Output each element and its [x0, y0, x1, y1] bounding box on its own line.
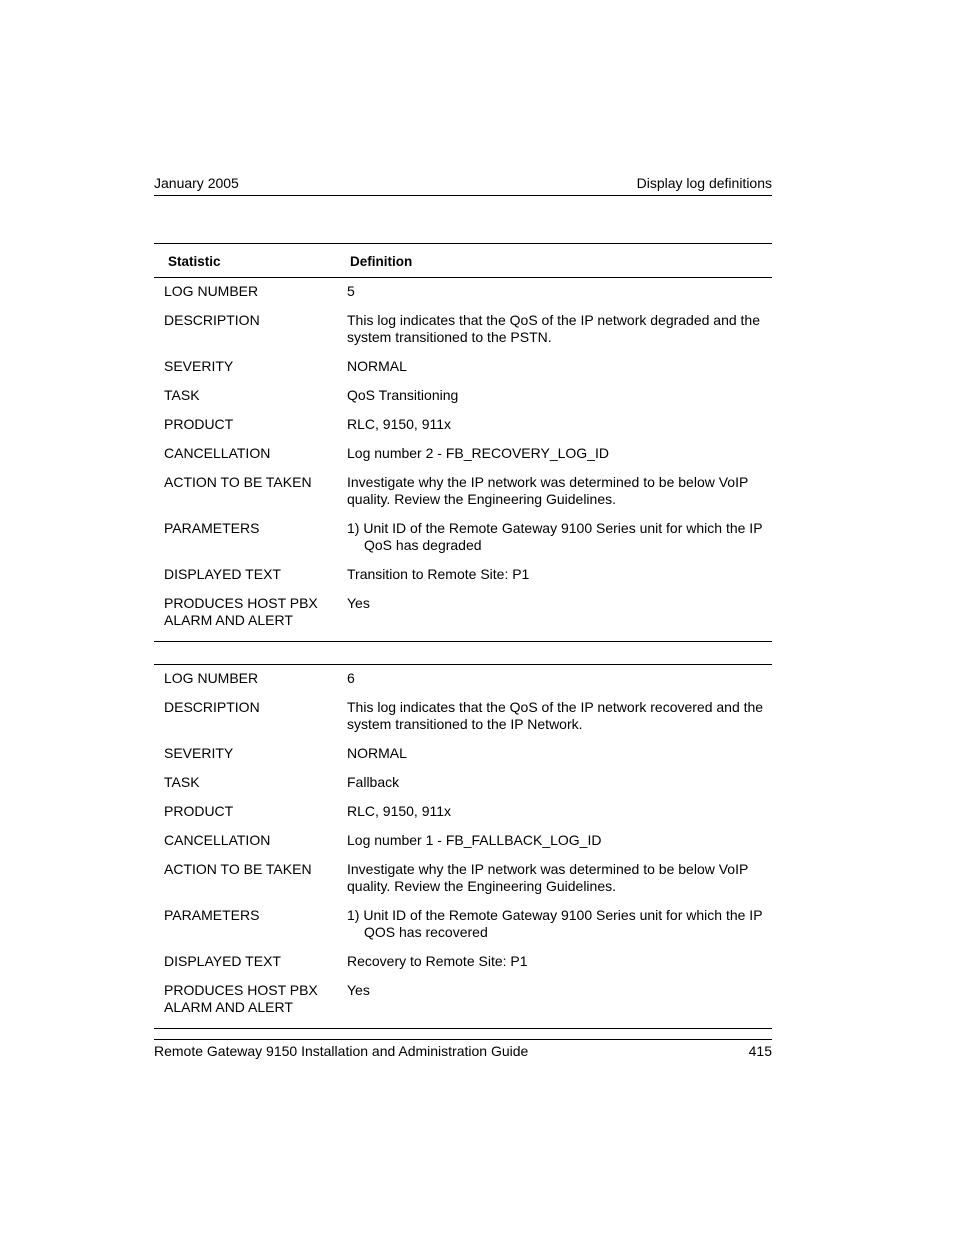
definition-cell: Fallback — [347, 774, 400, 790]
statistic-cell: PRODUCT — [164, 803, 234, 819]
statistic-cell: CANCELLATION — [164, 445, 271, 461]
statistic-cell: SEVERITY — [164, 358, 234, 374]
log-6-rows — [154, 665, 772, 1028]
table-row — [154, 566, 772, 595]
footer-document-title: Remote Gateway 9150 Installation and Administration Guide — [154, 1043, 529, 1059]
table-row — [154, 595, 772, 641]
definition-cell: RLC, 9150, 911x — [347, 803, 452, 819]
statistic-cell: TASK — [164, 774, 200, 790]
table-row — [154, 312, 772, 358]
table-row — [154, 445, 772, 474]
log-5-rows — [154, 278, 772, 641]
statistic-cell: CANCELLATION — [164, 832, 271, 848]
column-header-definition: Definition — [350, 254, 413, 269]
header-section-title: Display log definitions — [636, 175, 772, 191]
definition-cell: RLC, 9150, 911x — [347, 416, 452, 432]
page-header — [154, 175, 772, 196]
definition-cell: Log number 1 - FB_FALLBACK_LOG_ID — [347, 832, 602, 848]
statistic-cell: DESCRIPTION — [164, 312, 260, 328]
table-row — [154, 803, 772, 832]
log-6-table — [154, 664, 772, 1029]
table-row — [154, 774, 772, 803]
page-footer — [154, 1039, 772, 1060]
definition-cell: 5 — [347, 283, 355, 299]
statistic-cell: DESCRIPTION — [164, 699, 260, 715]
table-row — [154, 474, 772, 520]
table-row — [154, 982, 772, 1028]
statistic-cell: ACTION TO BE TAKEN — [164, 861, 312, 877]
page-number: 415 — [748, 1043, 772, 1059]
header-date: January 2005 — [154, 175, 239, 191]
statistic-cell: SEVERITY — [164, 745, 234, 761]
statistic-cell: ACTION TO BE TAKEN — [164, 474, 312, 490]
definition-cell: QoS Transitioning — [347, 387, 459, 403]
statistic-cell: PRODUCES HOST PBX ALARM AND ALERT — [164, 595, 318, 628]
statistic-cell: PARAMETERS — [164, 907, 260, 923]
statistic-cell: PRODUCT — [164, 416, 234, 432]
table-row — [154, 699, 772, 745]
table-row — [154, 670, 772, 699]
statistic-cell: PARAMETERS — [164, 520, 260, 536]
table-row — [154, 358, 772, 387]
table-row — [154, 832, 772, 861]
definition-cell: 6 — [347, 670, 355, 686]
definition-cell: This log indicates that the QoS of the IP network recovered and the system transitioned to the IP Network. — [347, 699, 764, 732]
definition-cell: Yes — [347, 595, 370, 611]
statistic-cell: TASK — [164, 387, 200, 403]
table-row — [154, 861, 772, 907]
statistic-cell: DISPLAYED TEXT — [164, 566, 281, 582]
table-row — [154, 283, 772, 312]
definition-cell: Investigate why the IP network was determined to be below VoIP quality. Review the Engineering Guidelines. — [347, 861, 749, 894]
definition-cell: Investigate why the IP network was determined to be below VoIP quality. Review the Engineering Guidelines. — [347, 474, 749, 507]
definition-cell: 1) Unit ID of the Remote Gateway 9100 Series unit for which the IP QoS has degraded — [347, 520, 763, 553]
log-5-table — [154, 243, 772, 642]
definition-cell: Transition to Remote Site: P1 — [347, 566, 530, 582]
table-header-row — [154, 244, 772, 278]
statistic-cell: LOG NUMBER — [164, 670, 259, 686]
table-row — [154, 953, 772, 982]
statistic-cell: PRODUCES HOST PBX ALARM AND ALERT — [164, 982, 318, 1015]
table-row — [154, 387, 772, 416]
definition-cell: NORMAL — [347, 745, 407, 761]
definition-cell: Recovery to Remote Site: P1 — [347, 953, 528, 969]
definition-cell: 1) Unit ID of the Remote Gateway 9100 Series unit for which the IP QOS has recovered — [347, 907, 763, 940]
definition-cell: This log indicates that the QoS of the IP network degraded and the system transitioned to the PSTN. — [347, 312, 761, 345]
definition-cell: NORMAL — [347, 358, 407, 374]
column-header-statistic: Statistic — [168, 254, 221, 269]
statistic-cell: LOG NUMBER — [164, 283, 259, 299]
definition-cell: Yes — [347, 982, 370, 998]
definition-cell: Log number 2 - FB_RECOVERY_LOG_ID — [347, 445, 609, 461]
table-row — [154, 745, 772, 774]
table-row — [154, 907, 772, 953]
table-row — [154, 416, 772, 445]
statistic-cell: DISPLAYED TEXT — [164, 953, 281, 969]
table-row — [154, 520, 772, 566]
